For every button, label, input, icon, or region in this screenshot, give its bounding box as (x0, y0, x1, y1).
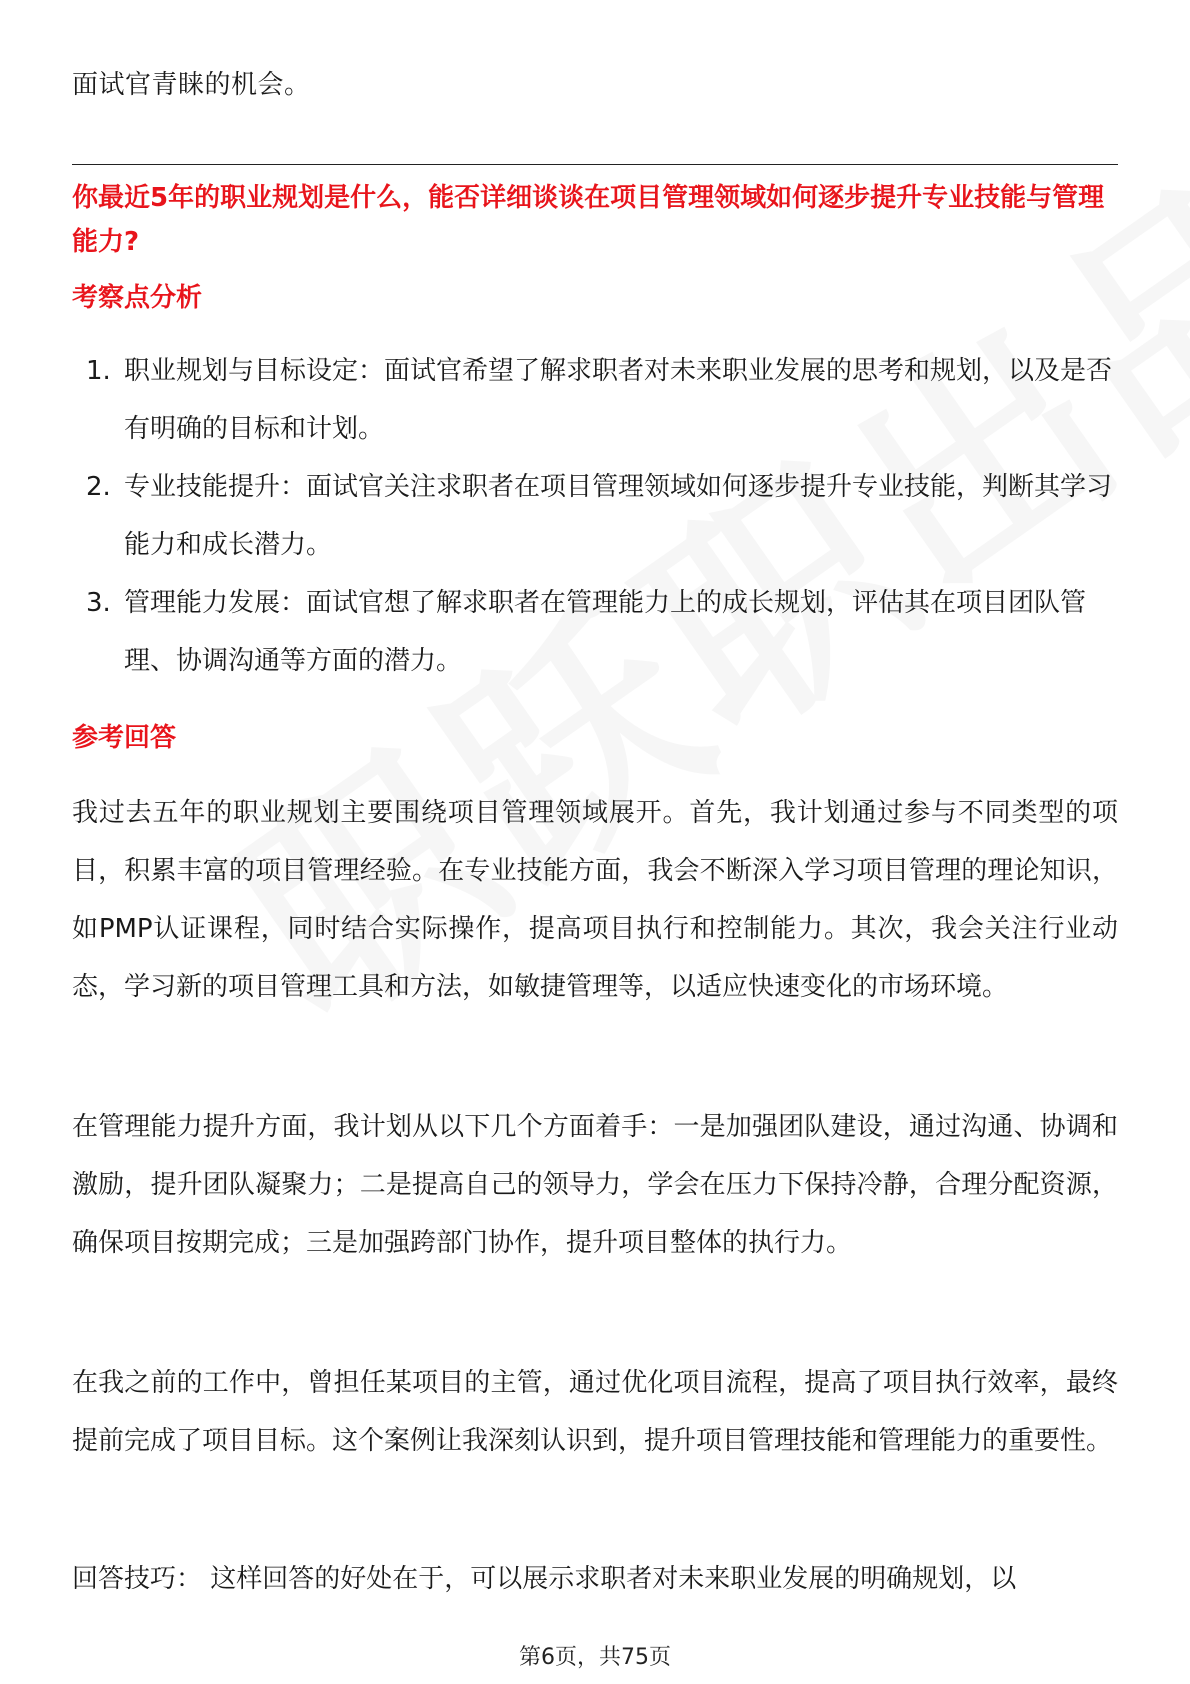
list-item (72, 458, 1118, 574)
list-item-text: 专业技能提升：面试官关注求职者在项目管理领域如何逐步提升专业技能，判断其学习能力和成长潜力。 (124, 472, 1113, 560)
analysis-heading: 考察点分析 (72, 283, 203, 313)
list-item-text: 管理能力发展：面试官想了解求职者在管理能力上的成长规划，评估其在项目团队管理、协调沟通等方面的潜力。 (124, 588, 1087, 676)
list-item (72, 574, 1118, 690)
answer-paragraph: 在管理能力提升方面，我计划从以下几个方面着手：一是加强团队建设，通过沟通、协调和激励，提升团队凝聚力；二是提高自己的领导力，学会在压力下保持冷静，合理分配资源，确保项目按期完成；三是加强跨部门协作，提升项目整体的执行力。 (72, 1112, 1118, 1258)
list-number: 3. (86, 588, 111, 618)
list-item-text: 职业规划与目标设定：面试官希望了解求职者对未来职业发展的思考和规划，以及是否有明确的目标和计划。 (124, 356, 1113, 444)
list-item (72, 342, 1118, 458)
analysis-list (72, 342, 1118, 690)
answer-tips-paragraph: 回答技巧： 这样回答的好处在于，可以展示求职者对未来职业发展的明确规划，以 (72, 1564, 1017, 1594)
carryover-text: 面试官青睐的机会。 (72, 70, 311, 100)
question-title: 你最近5年的职业规划是什么，能否详细谈谈在项目管理领域如何逐步提升专业技能与管理能力? (72, 183, 1105, 257)
list-number: 2. (86, 472, 111, 502)
list-number: 1. (86, 356, 111, 386)
page-footer: 第6页，共75页 (519, 1645, 671, 1670)
answer-heading: 参考回答 (72, 723, 177, 753)
answer-paragraph: 我过去五年的职业规划主要围绕项目管理领域展开。首先，我计划通过参与不同类型的项目，积累丰富的项目管理经验。在专业技能方面，我会不断深入学习项目管理的理论知识，如PMP认证课程，同时结合实际操作，提高项目执行和控制能力。其次，我会关注行业动态，学习新的项目管理工具和方法，如敏捷管理等，以适应快速变化的市场环境。 (72, 798, 1118, 1002)
answer-paragraph: 在我之前的工作中，曾担任某项目的主管，通过优化项目流程，提高了项目执行效率，最终提前完成了项目目标。这个案例让我深刻认识到，提升项目管理技能和管理能力的重要性。 (72, 1368, 1118, 1456)
section-divider (72, 164, 1118, 165)
